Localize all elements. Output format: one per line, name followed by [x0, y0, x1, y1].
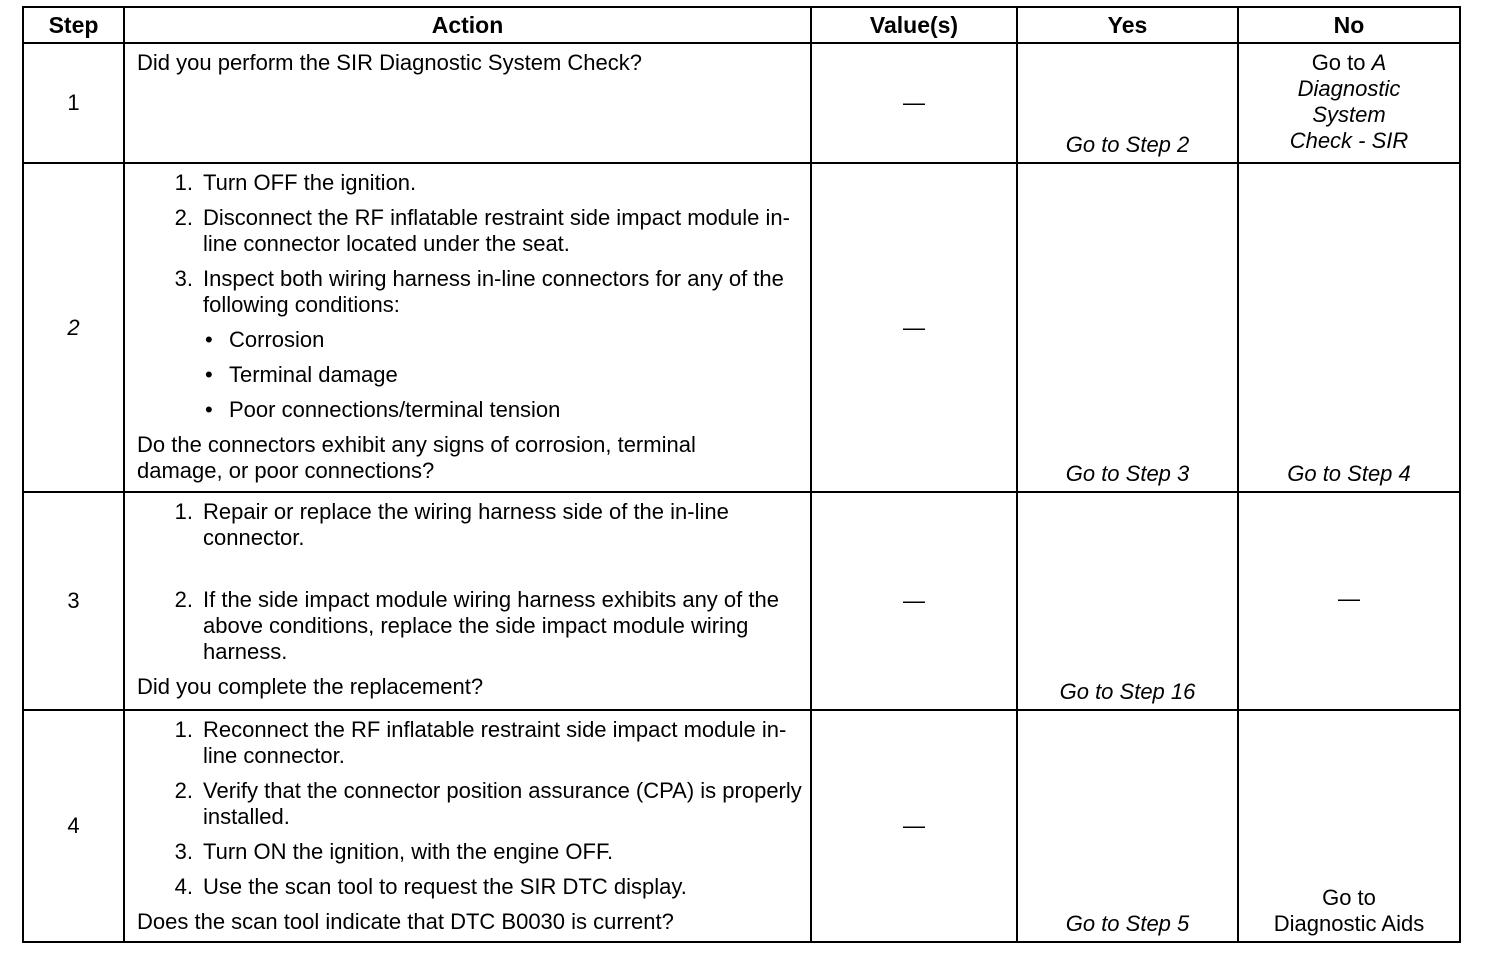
question-text: Does the scan tool indicate that DTC B0030 is current? [137, 909, 674, 934]
list-item-text: Reconnect the RF inflatable restraint side impact module in-line connector. [203, 717, 787, 768]
question-text: Do the connectors exhibit any signs of corrosion, terminal damage, or poor connections? [137, 432, 696, 483]
no-prefix: Go to [1311, 50, 1366, 75]
list-item-text: If the side impact module wiring harness exhibits any of the above conditions, replace the side impact module wiring harness. [203, 587, 779, 664]
header-no: No [1238, 7, 1460, 43]
no-link-part: A [1371, 50, 1387, 75]
bullet-text: Corrosion [229, 327, 325, 352]
list-item-text: Repair or replace the wiring harness side of the in-line connector. [203, 499, 729, 550]
bullet-text: Terminal damage [229, 362, 398, 387]
header-step: Step [23, 7, 124, 43]
no-cell: Go to Step 4 [1238, 163, 1460, 492]
bullet-item: • Terminal damage [205, 362, 398, 387]
no-text [1239, 50, 1459, 76]
table-row [23, 710, 1460, 942]
no-cell [1238, 43, 1460, 163]
no-cell [1238, 710, 1460, 942]
step-number: 3 [23, 492, 124, 710]
list-item-text: Turn OFF the ignition. [203, 170, 417, 195]
list-item: 2. Verify that the connector position assurance (CPA) is properly installed. [174, 778, 802, 829]
list-item: 1. Repair or replace the wiring harness side of the in-line connector. [137, 499, 802, 551]
list-item: 4. Use the scan tool to request the SIR DTC display. [137, 874, 802, 900]
yes-cell: Go to Step 5 [1017, 710, 1238, 942]
list-item: 3. Inspect both wiring harness in-line connectors for any of the following conditions: [137, 266, 802, 318]
bullet-item: • Corrosion [205, 327, 325, 352]
bullet-text: Poor connections/terminal tension [229, 397, 561, 422]
list-item-text: Use the scan tool to request the SIR DTC display. [203, 874, 687, 899]
no-text: Diagnostic Aids [1273, 911, 1425, 936]
yes-cell: Go to Step 3 [1017, 163, 1238, 492]
bullet-item: • Poor connections/terminal tension [205, 397, 561, 422]
question-text: Did you perform the SIR Diagnostic System Check? [137, 50, 642, 75]
no-link-part: Check - SIR [1289, 128, 1409, 153]
yes-cell: Go to Step 16 [1017, 492, 1238, 710]
header-row [23, 7, 1460, 43]
no-text: Go to [1322, 885, 1376, 910]
value-cell: — [811, 163, 1017, 492]
action-cell [124, 163, 811, 492]
list-item-text: Disconnect the RF inflatable restraint side impact module in-line connector located under the seat. [203, 205, 790, 256]
no-cell: — [1238, 492, 1460, 710]
action-cell [124, 43, 811, 163]
value-cell: — [811, 710, 1017, 942]
list-item: 1. Turn OFF the ignition. [137, 170, 802, 196]
table-row [23, 163, 1460, 492]
header-action: Action [124, 7, 811, 43]
no-link-part: System [1312, 102, 1386, 127]
list-item-text: Inspect both wiring harness in-line connectors for any of the following conditions: [203, 266, 784, 317]
list-item-text: Verify that the connector position assurance (CPA) is properly installed. [203, 778, 802, 829]
list-item: 2. Disconnect the RF inflatable restraint side impact module in-line connector located under the seat. [137, 205, 802, 257]
list-item-text: Turn ON the ignition, with the engine OFF. [203, 839, 614, 864]
question-text: Did you complete the replacement? [137, 674, 484, 699]
list-item: 2. If the side impact module wiring harness exhibits any of the above conditions, replace the side impact module wiring harness. [137, 587, 802, 665]
step-number: 4 [23, 710, 124, 942]
action-cell [124, 710, 811, 942]
value-cell: — [811, 492, 1017, 710]
step-number: 1 [23, 43, 124, 163]
list-item: 3. Turn ON the ignition, with the engine OFF. [137, 839, 802, 865]
step-number: 2 [23, 163, 124, 492]
table-row [23, 43, 1460, 163]
table-row [23, 492, 1460, 710]
diagnostic-table [22, 6, 1461, 943]
value-cell: — [811, 43, 1017, 163]
action-cell [124, 492, 811, 710]
header-yes: Yes [1017, 7, 1238, 43]
no-link-part: Diagnostic [1297, 76, 1401, 101]
header-values: Value(s) [811, 7, 1017, 43]
list-item: 1. Reconnect the RF inflatable restraint side impact module in-line connector. [137, 717, 802, 769]
yes-cell: Go to Step 2 [1017, 43, 1238, 163]
